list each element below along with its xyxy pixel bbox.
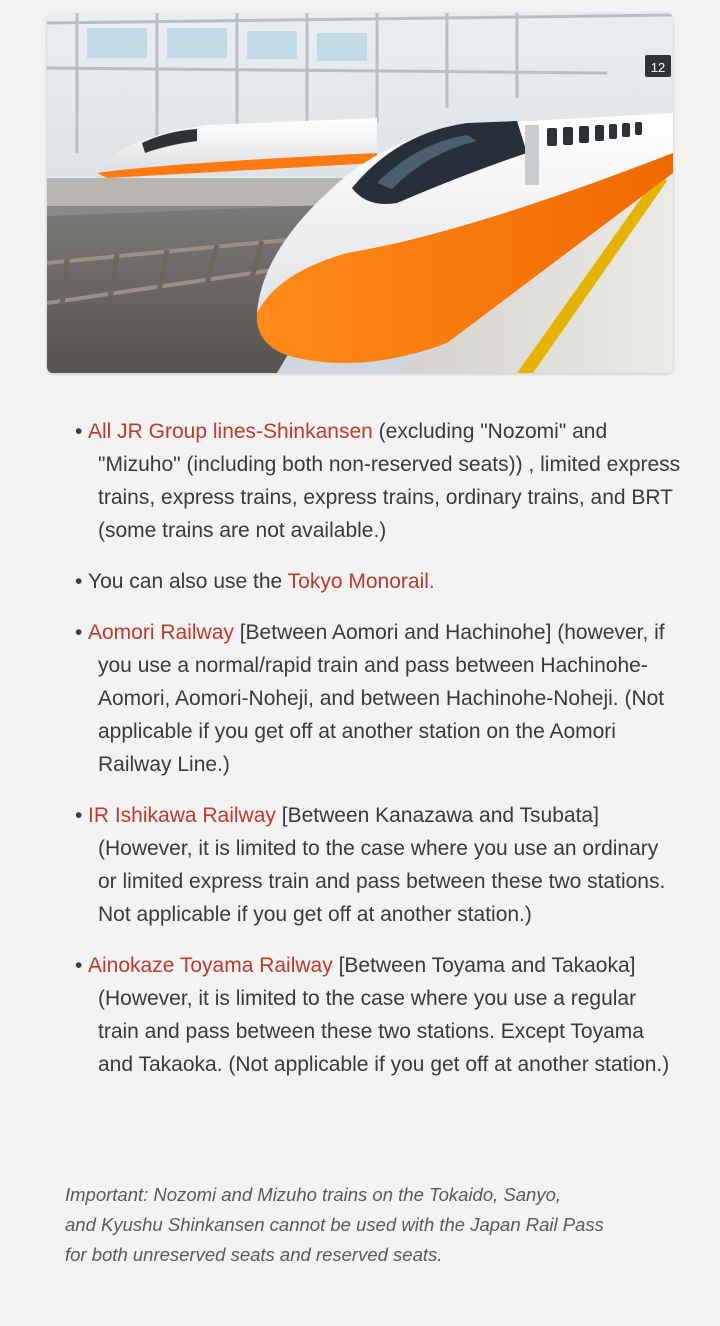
tokyo-monorail-link[interactable]: Tokyo Monorail. — [287, 570, 435, 593]
list-item — [62, 616, 682, 781]
list-item — [62, 949, 682, 1081]
bullet: • — [75, 621, 83, 644]
list-item — [62, 799, 682, 931]
coverage-list — [62, 415, 682, 1099]
bullet: • — [75, 570, 83, 593]
platform-number-sign: 12 — [650, 60, 666, 75]
bullet: • — [75, 420, 83, 443]
list-item-text: [Between Aomori and Hachinohe] (however, if you use a normal/rapid train and pass between Hachinohe-Aomori, Aomori-Noheji, and between Hachinohe-Noheji. (Not applicable if you get off at another station on the Aomori Railway Line.) — [98, 621, 665, 776]
bullet: • — [75, 804, 83, 827]
jr-group-lines-link[interactable]: All JR Group lines-Shinkansen — [88, 420, 373, 443]
note-line: for both unreserved seats and reserved seats. — [65, 1244, 443, 1265]
aomori-railway-link[interactable]: Aomori Railway — [88, 621, 234, 644]
list-item-text: [Between Kanazawa and Tsubata] (However, it is limited to the case where you use an ordinary or limited express train and pass between these two stations. Not applicable if you get off at another station.) — [98, 804, 666, 926]
list-item-text: (excluding "Nozomi" and "Mizuho" (including both non-reserved seats)) , limited express trains, express trains, express trains, ordinary trains, and BRT (some trains are not available.) — [98, 420, 681, 542]
note-line: Important: Nozomi and Mizuho trains on the Tokaido, Sanyo, — [65, 1184, 562, 1205]
important-note — [65, 1180, 665, 1270]
bullet: • — [75, 954, 83, 977]
note-line: and Kyushu Shinkansen cannot be used with the Japan Rail Pass — [65, 1214, 604, 1235]
ainokaze-toyama-railway-link[interactable]: Ainokaze Toyama Railway — [88, 954, 333, 977]
list-item-text: [Between Toyama and Takaoka] (However, it is limited to the case where you use a regular train and pass between these two stations. Except Toyama and Takaoka. (Not applicable if you get off at another station.) — [98, 954, 670, 1076]
list-item-prefix: You can also use the — [88, 570, 288, 593]
list-item — [62, 415, 682, 547]
hero-image — [47, 13, 673, 373]
list-item — [62, 565, 682, 598]
ir-ishikawa-railway-link[interactable]: IR Ishikawa Railway — [88, 804, 276, 827]
